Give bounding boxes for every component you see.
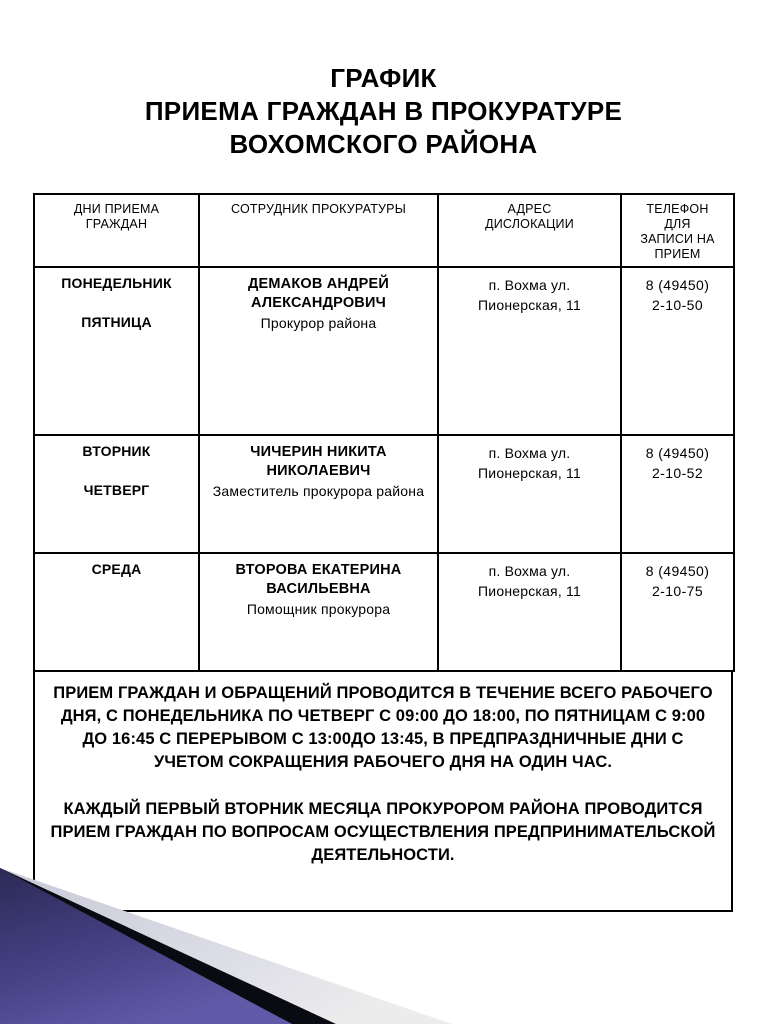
column-header-phone xyxy=(621,194,734,267)
staff-name-line-1: ЧИЧЕРИН НИКИТА xyxy=(250,444,387,460)
header-days-line-2: ГРАЖДАН xyxy=(85,217,148,231)
cell-address xyxy=(438,553,621,671)
day-primary: ВТОРНИК xyxy=(82,443,151,459)
header-phone-line-3: ЗАПИСИ НА xyxy=(640,232,715,246)
header-phone-line-1: ТЕЛЕФОН xyxy=(646,202,709,216)
phone-line-2: 2-10-75 xyxy=(651,583,704,599)
cell-staff xyxy=(199,553,438,671)
staff-position: Прокурор района xyxy=(260,315,377,331)
address-line-2: Пионерская, 11 xyxy=(478,583,581,599)
day-spacer xyxy=(40,578,193,600)
staff-position: Заместитель прокурора района xyxy=(212,483,425,499)
cell-staff xyxy=(199,435,438,553)
phone-line-1: 8 (49450) xyxy=(645,277,710,293)
staff-name-line-2: ВАСИЛЬЕВНА xyxy=(266,581,371,597)
day-secondary: ПЯТНИЦА xyxy=(81,314,152,330)
title-line-1: ГРАФИК xyxy=(330,63,437,93)
note-paragraph-1: ПРИЕМ ГРАЖДАН И ОБРАЩЕНИЙ ПРОВОДИТСЯ В ТЕЧЕНИЕ ВСЕГО РАБОЧЕГО ДНЯ, С ПОНЕДЕЛЬНИКА ПО ЧЕТВЕРГ С 09:00 ДО 18:00, ПО ПЯТНИЦАМ С 9:00 ДО 16:45 С ПЕРЕРЫВОМ С 13:00ДО 13:45, В ПРЕДПРАЗДНИЧНЫЕ ДНИ С УЧЕТОМ СОКРАЩЕНИЯ РАБОЧЕГО ДНЯ НА ОДИН ЧАС. xyxy=(53,684,713,771)
cell-days xyxy=(34,435,199,553)
address-line-1: п. Вохма ул. xyxy=(488,277,571,293)
header-address-line-2: ДИСЛОКАЦИИ xyxy=(485,217,574,231)
cell-address xyxy=(438,267,621,435)
day-spacer xyxy=(40,292,193,314)
header-staff-line-1: СОТРУДНИК ПРОКУРАТУРЫ xyxy=(231,202,406,216)
address-line-1: п. Вохма ул. xyxy=(488,563,571,579)
cell-days xyxy=(34,553,199,671)
day-secondary: ЧЕТВЕРГ xyxy=(83,482,150,498)
cell-phone xyxy=(621,267,734,435)
page-title xyxy=(0,62,767,161)
staff-name-line-2: АЛЕКСАНДРОВИЧ xyxy=(251,295,386,311)
address-line-2: Пионерская, 11 xyxy=(478,297,581,313)
phone-line-2: 2-10-50 xyxy=(651,297,704,313)
cell-phone xyxy=(621,553,734,671)
cell-days xyxy=(34,267,199,435)
cell-staff xyxy=(199,267,438,435)
header-phone-line-4: ПРИЕМ xyxy=(654,247,701,261)
header-address-line-1: АДРЕС xyxy=(507,202,552,216)
table-row xyxy=(34,267,734,435)
header-phone-line-2: ДЛЯ xyxy=(664,217,691,231)
column-header-days xyxy=(34,194,199,267)
staff-name-line-1: ДЕМАКОВ АНДРЕЙ xyxy=(247,276,390,292)
day-primary: СРЕДА xyxy=(91,561,142,577)
staff-position: Помощник прокурора xyxy=(246,601,391,617)
table-header-row xyxy=(34,194,734,267)
day-spacer xyxy=(40,460,193,482)
day-primary: ПОНЕДЕЛЬНИК xyxy=(61,275,172,291)
staff-name-line-2: НИКОЛАЕВИЧ xyxy=(266,463,371,479)
title-line-3: ВОХОМСКОГО РАЙОНА xyxy=(229,129,538,159)
column-header-address xyxy=(438,194,621,267)
cell-address xyxy=(438,435,621,553)
table-row xyxy=(34,435,734,553)
phone-line-2: 2-10-52 xyxy=(651,465,704,481)
title-line-2: ПРИЕМА ГРАЖДАН В ПРОКУРАТУРЕ xyxy=(144,96,623,126)
staff-name-line-1: ВТОРОВА ЕКАТЕРИНА xyxy=(235,562,402,578)
column-header-staff xyxy=(199,194,438,267)
reception-schedule-table xyxy=(33,193,735,672)
phone-line-1: 8 (49450) xyxy=(645,563,710,579)
address-line-1: п. Вохма ул. xyxy=(488,445,571,461)
note-paragraph-2: КАЖДЫЙ ПЕРВЫЙ ВТОРНИК МЕСЯЦА ПРОКУРОРОМ РАЙОНА ПРОВОДИТСЯ ПРИЕМ ГРАЖДАН ПО ВОПРОСАМ ОСУЩЕСТВЛЕНИЯ ПРЕДПРИНИМАТЕЛЬСКОЙ ДЕЯТЕЛЬНОСТИ. xyxy=(50,800,716,864)
address-line-2: Пионерская, 11 xyxy=(478,465,581,481)
table-row xyxy=(34,553,734,671)
reception-notes-box xyxy=(33,670,733,912)
header-days-line-1: ДНИ ПРИЕМА xyxy=(73,202,160,216)
cell-phone xyxy=(621,435,734,553)
phone-line-1: 8 (49450) xyxy=(645,445,710,461)
